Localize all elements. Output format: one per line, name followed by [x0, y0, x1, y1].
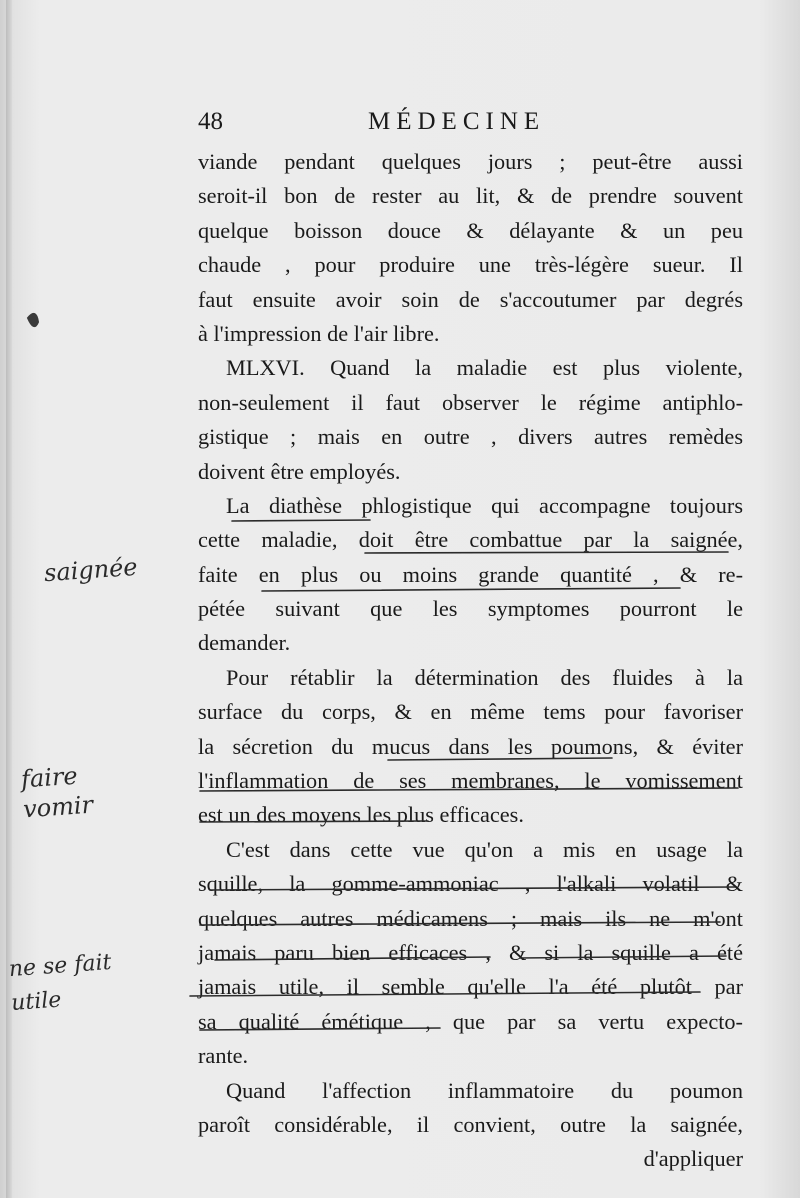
paragraph-start: C'est dans cette vue qu'on a mis en usage la	[226, 836, 743, 862]
text-line: rante.	[198, 1043, 249, 1069]
text-line: sa qualité émétique , que par sa vertu expecto-	[198, 1008, 743, 1034]
text-line: quelques autres médicamens ; mais ils ne m'ont	[198, 905, 743, 931]
paragraph-start: MLXVI. Quand la maladie est plus violente,	[226, 355, 743, 381]
text-line: à l'impression de l'air libre.	[198, 320, 440, 346]
margin-note-faire-vomir: faire vomir	[20, 761, 94, 824]
text-line: paroît considérable, il convient, outre la saignée,	[198, 1111, 743, 1137]
text-line: doivent être employés.	[198, 458, 401, 484]
text-line: l'inflammation de ses membranes, le vomissement	[198, 768, 743, 794]
margin-note-utile: ne se fait utile	[8, 949, 113, 1016]
text-line: pétée suivant que les symptomes pourront le	[198, 596, 743, 622]
text-line: non-seulement il faut observer le régime antiphlo-	[198, 389, 743, 415]
text-line: quelque boisson douce & délayante & un peu	[198, 217, 743, 243]
page-gutter	[6, 0, 12, 1198]
text-line: cette maladie, doit être combattue par la saignée,	[198, 527, 743, 553]
paragraph-start: Quand l'affection inflammatoire du poumon	[226, 1077, 743, 1103]
text-line: faite en plus ou moins grande quantité , & re-	[198, 561, 743, 587]
text-line: la sécretion du mucus dans les poumons, & éviter	[198, 733, 743, 759]
page-header	[198, 108, 740, 148]
text-line: viande pendant quelques jours ; peut-être aussi	[198, 149, 743, 174]
text-line: chaude , pour produire une très-légère sueur. Il	[198, 252, 743, 278]
text-line: est un des moyens les plus efficaces.	[198, 802, 524, 828]
catchword: d'appliquer	[643, 1146, 743, 1172]
text-line: demander.	[198, 630, 291, 656]
text-line: squille, la gomme-ammoniac , l'alkali volatil &	[198, 871, 743, 897]
paragraph-start: La diathèse phlogistique qui accompagne toujours	[226, 492, 743, 518]
margin-note-saignee: saignée	[43, 552, 139, 588]
paragraph-start: Pour rétablir la détermination des fluides à la	[226, 664, 743, 690]
text-line: faut ensuite avoir soin de s'accoutumer par degrés	[198, 286, 743, 312]
body-text	[198, 145, 743, 1177]
running-title: MÉDECINE	[368, 108, 546, 135]
page-number: 48	[198, 108, 223, 135]
text-line: jamais utile, il semble qu'elle l'a été plutôt par	[198, 974, 743, 1000]
text-line: jamais paru bien efficaces , & si la squille a été	[198, 939, 743, 965]
text-line: seroit-il bon de rester au lit, & de prendre souvent	[198, 183, 743, 209]
text-line: gistique ; mais en outre , divers autres remèdes	[198, 424, 743, 450]
text-line: surface du corps, & en même tems pour favoriser	[198, 699, 743, 725]
